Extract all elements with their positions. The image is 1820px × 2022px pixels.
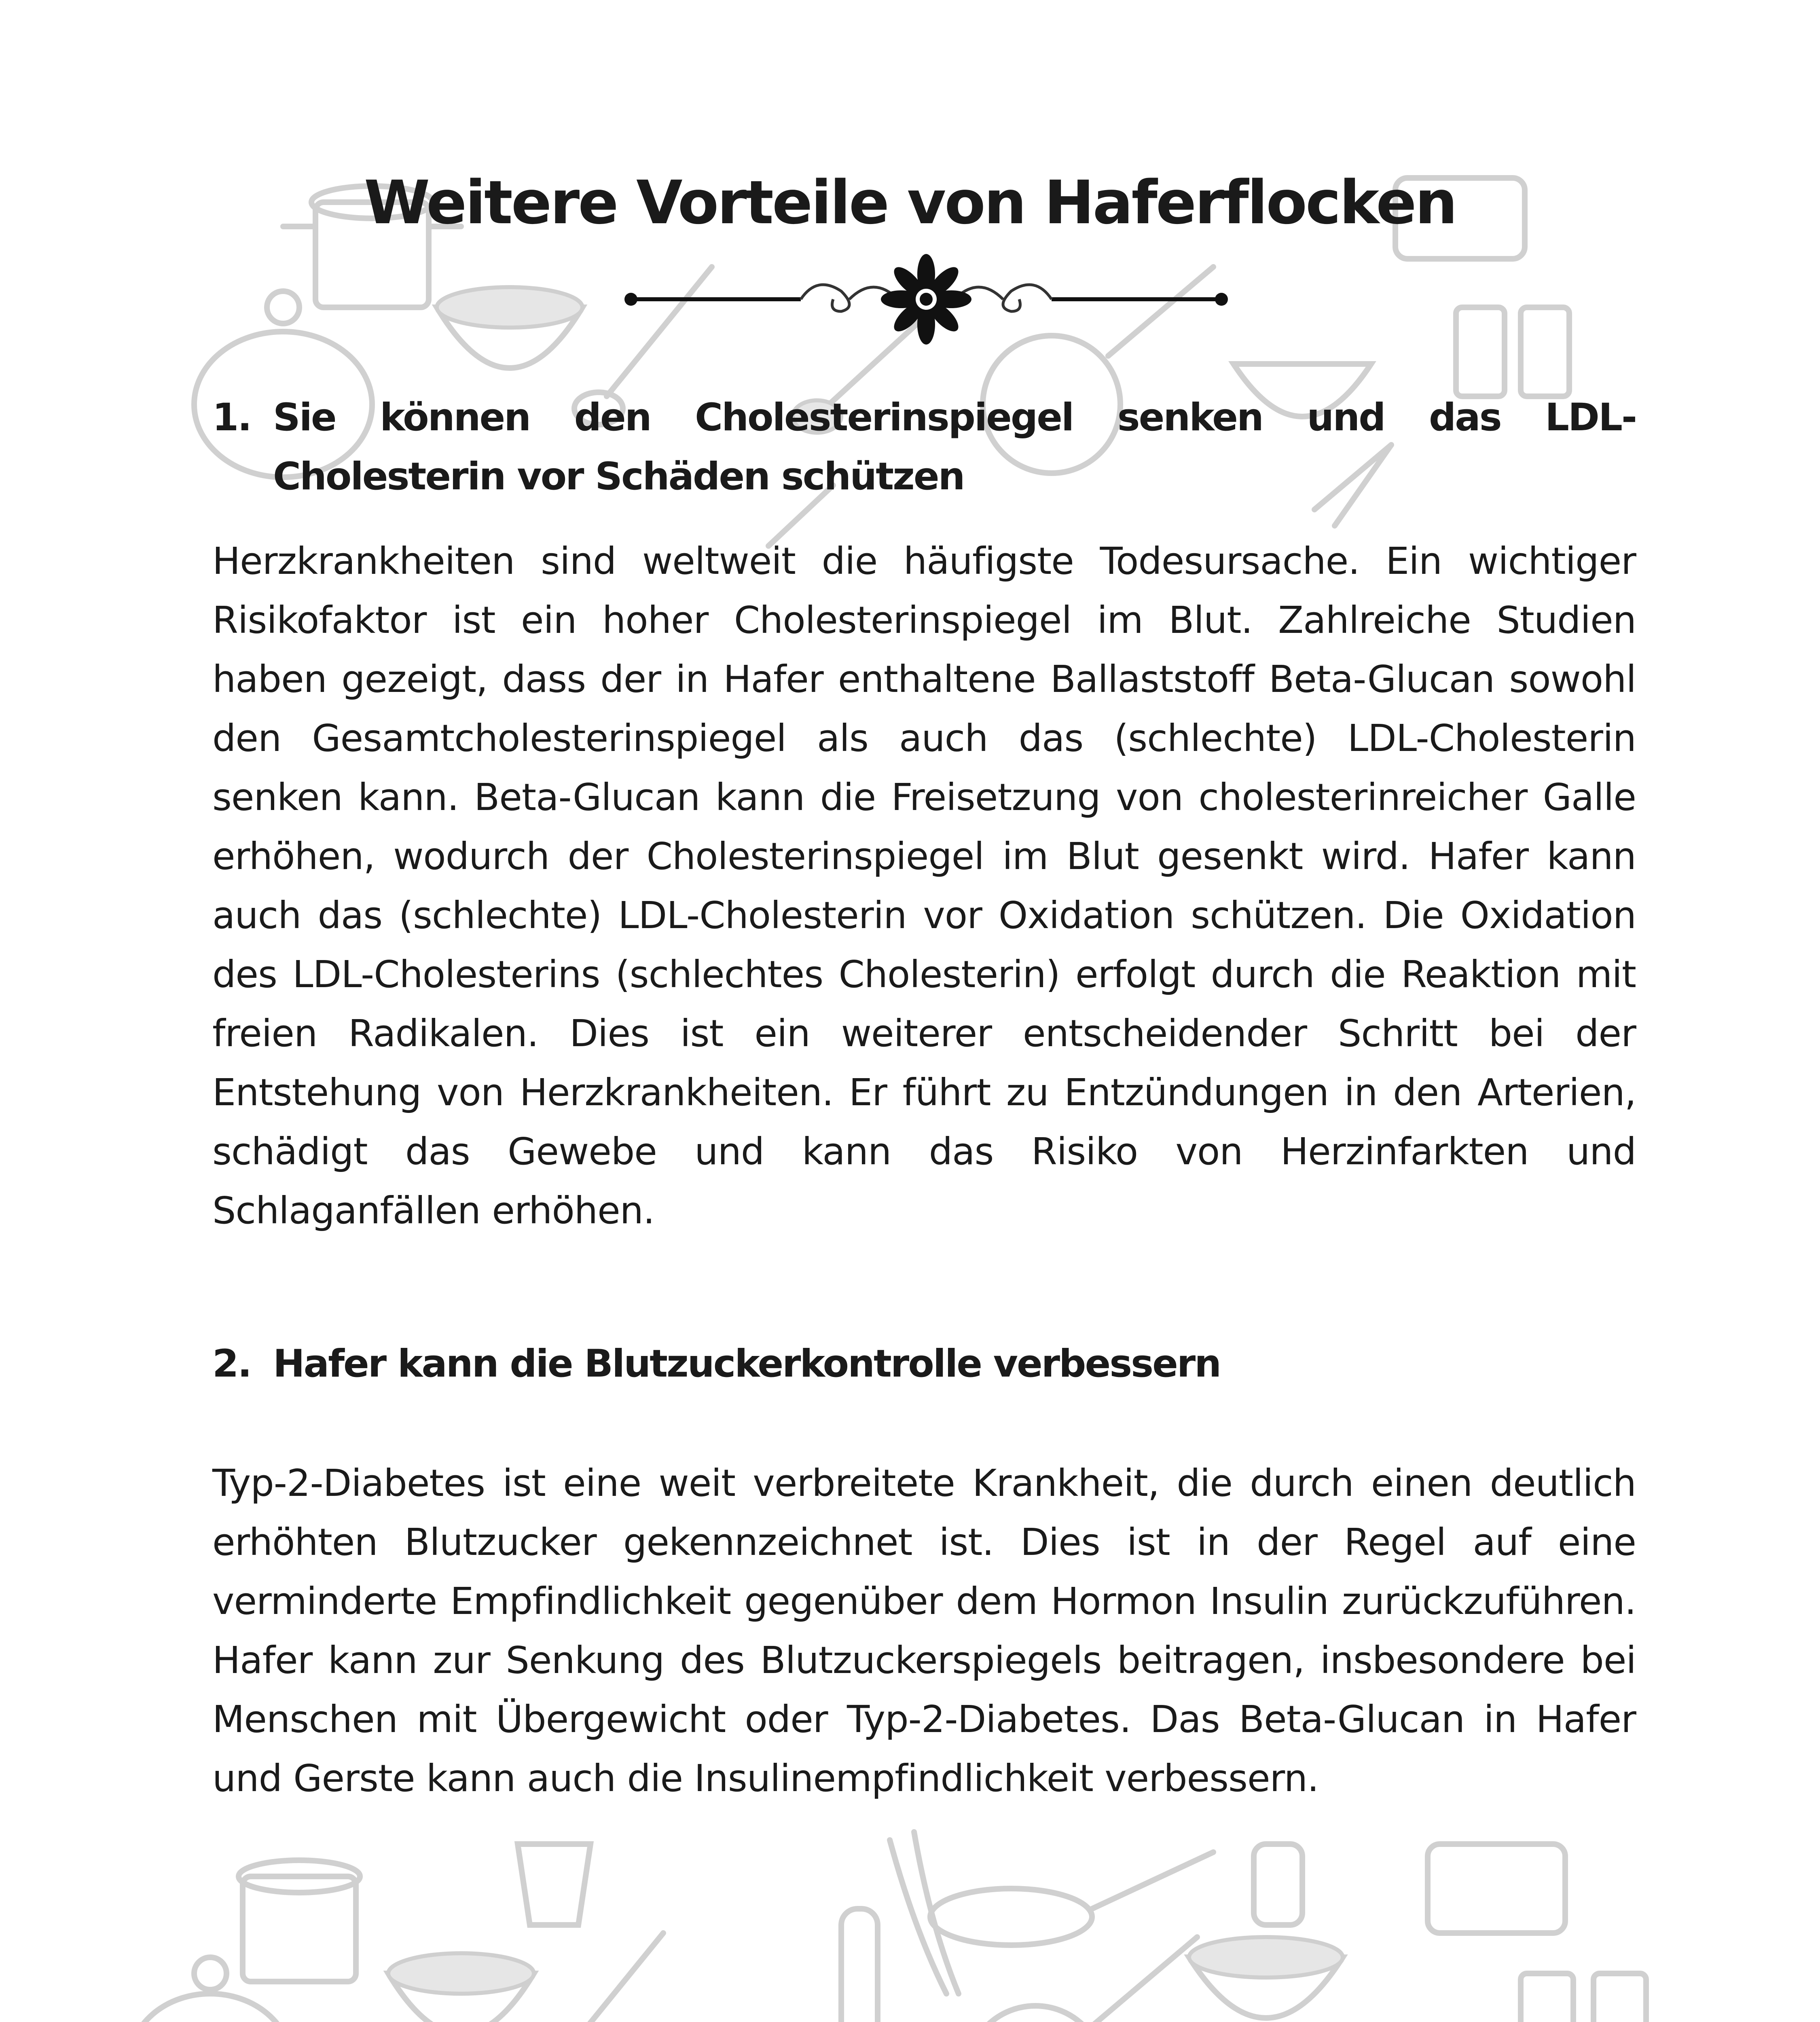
page-title: Weitere Vorteile von Haferflocken bbox=[364, 168, 1456, 237]
section-1-heading bbox=[212, 388, 1636, 506]
section-2-paragraph: Typ-2-Diabetes ist eine weit verbreitete Krankheit, die durch einen deutlich erhöhten Blutzucker gekennzeichnet ist. Dies ist in der Regel auf eine verminderte Empfindlichkeit gegenüber dem Hormon Insulin zurückzuführen. Hafer kann zur Senkung des Blutzuckerspiegels beitragen, insbesondere bei Menschen mit Übergewicht oder Typ-2-Diabetes. Das Beta-Glucan in Hafer und Gerste kann auch die Insulinempfindlichkeit verbessern. bbox=[212, 1462, 1636, 1800]
section-1-paragraph: Herzkrankheiten sind weltweit die häufigste Todesursache. Ein wichtiger Risikofaktor ist ein hoher Cholesterinspiegel im Blut. Zahlreiche Studien haben gezeigt, dass der in Hafer enthaltene Ballaststoff Beta-Glucan sowohl den Gesamtcholesterinspiegel als auch das (schlechte) LDL-Cholesterin senken kann. Beta-Glucan kann die Freisetzung von cholesterinreicher Galle erhöhen, wodurch der Cholesterinspiegel im Blut gesenkt wird. Hafer kann auch das (schlechte) LDL-Cholesterin vor Oxidation schützen. Die Oxidation des LDL-Cholesterins (schlechtes Cholesterin) erfolgt durch die Reaktion mit freien Radikalen. Dies ist ein weiterer entscheidender Schritt bei der Entstehung von Herzkrankheiten. Er führt zu Entzündungen in den Arterien, schädigt das Gewebe und kann das Risiko von Herzinfarkten und Schlaganfällen erhöhen. bbox=[212, 539, 1636, 1232]
section-2-heading bbox=[212, 1335, 1636, 1394]
flourish-divider-icon bbox=[623, 251, 1230, 348]
section-1-heading-text: Sie können den Cholesterinspiegel senken und das LDL-Cholesterin vor Schäden schützen bbox=[273, 396, 1636, 499]
section-2-heading-text: Hafer kann die Blutzuckerkontrolle verbessern bbox=[273, 1342, 1221, 1386]
section-2-number: 2. bbox=[212, 1342, 251, 1386]
section-1-number: 1. bbox=[212, 396, 251, 440]
